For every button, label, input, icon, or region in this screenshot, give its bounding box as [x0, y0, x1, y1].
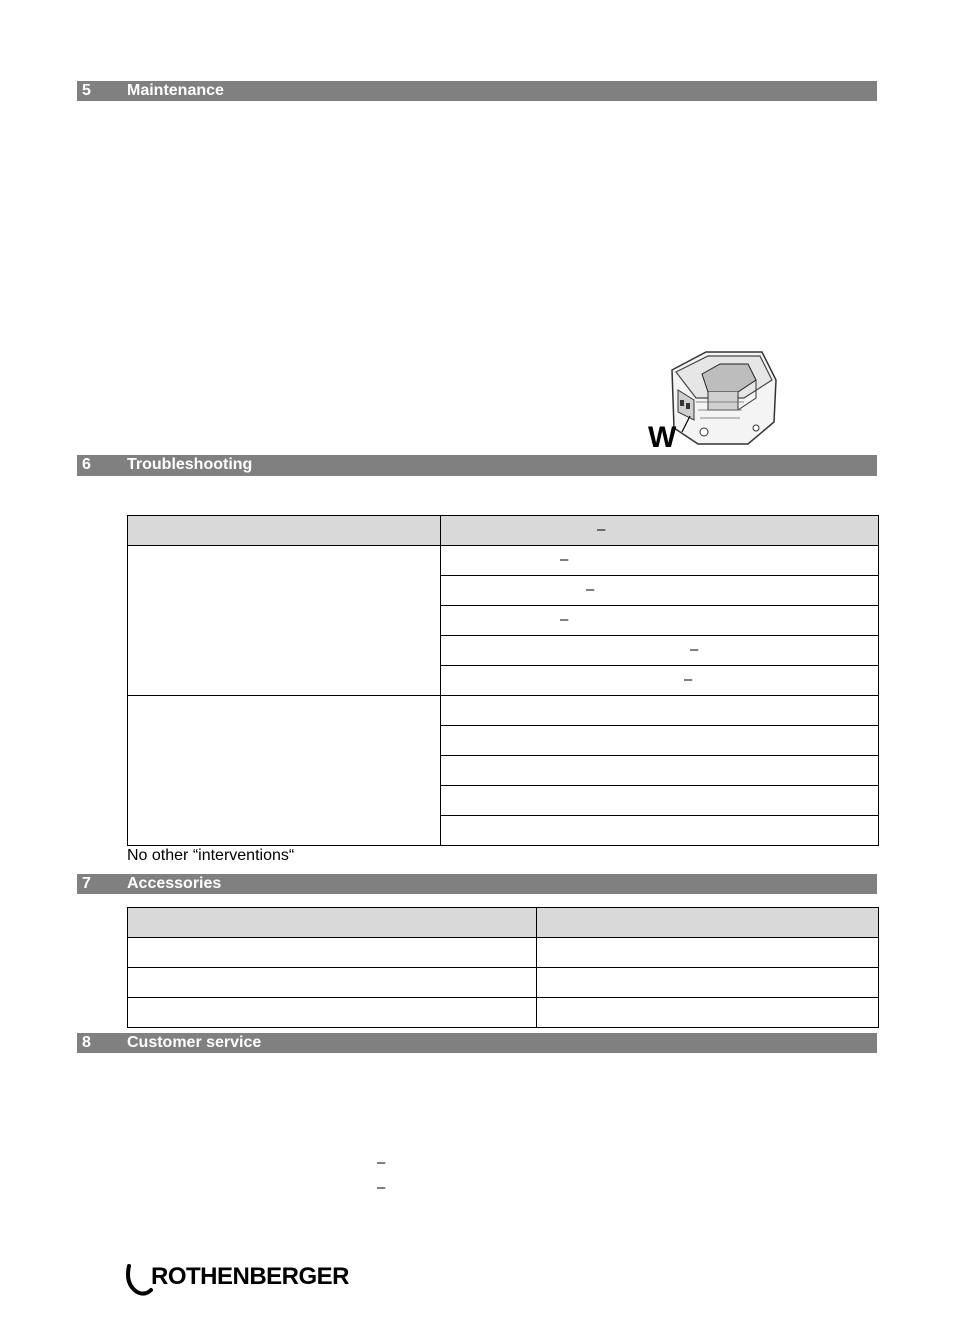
- header-cell-accessory: [128, 908, 537, 938]
- table-cell: [128, 968, 537, 998]
- remedy-cell: [441, 756, 879, 786]
- section-header-customer-service: [77, 1033, 877, 1053]
- troubleshooting-table: [127, 515, 879, 846]
- section-header-troubleshooting: [77, 455, 877, 476]
- dash-mark: –: [597, 521, 606, 538]
- table-header-row: [128, 516, 879, 546]
- section-header-accessories: [77, 874, 877, 894]
- section-number: 7: [82, 875, 91, 892]
- table-cell: [537, 938, 879, 968]
- section-title: Maintenance: [127, 82, 224, 99]
- fault-cell: [128, 696, 441, 846]
- remedy-cell: [441, 726, 879, 756]
- section-number: 5: [82, 82, 91, 99]
- dash-mark: –: [560, 551, 569, 568]
- table-row: [128, 998, 879, 1028]
- table-cell: [128, 938, 537, 968]
- remedy-cell: [441, 576, 879, 606]
- table-cell: [128, 998, 537, 1028]
- troubleshooting-note: No other “interventions“: [127, 847, 295, 864]
- remedy-cell: [441, 666, 879, 696]
- device-illustration: [644, 340, 780, 452]
- table-row: [128, 546, 879, 576]
- header-cell-remedy: [441, 516, 879, 546]
- remedy-cell: [441, 786, 879, 816]
- section-number: 6: [82, 456, 91, 473]
- section-title: Troubleshooting: [127, 456, 253, 473]
- dash-mark: –: [560, 611, 569, 628]
- remedy-cell: [441, 546, 879, 576]
- dash-mark: –: [586, 581, 595, 598]
- product-figure: [644, 340, 780, 452]
- table-cell: [537, 998, 879, 1028]
- dash-mark: –: [690, 641, 699, 658]
- section-title: Accessories: [127, 875, 222, 892]
- remedy-cell: [441, 636, 879, 666]
- section-number: 8: [82, 1034, 91, 1051]
- table-row: [128, 938, 879, 968]
- rothenberger-logo: [125, 1262, 365, 1298]
- header-cell-article-no: [537, 908, 879, 938]
- table-cell: [537, 968, 879, 998]
- dash-mark: –: [377, 1154, 386, 1171]
- section-header-maintenance: [77, 81, 877, 101]
- table-row: [128, 696, 879, 726]
- accessories-table: [127, 907, 879, 1028]
- logo-text: ROTHENBERGER: [151, 1263, 350, 1290]
- section-title: Customer service: [127, 1034, 262, 1051]
- table-header-row: [128, 908, 879, 938]
- fault-cell: [128, 546, 441, 696]
- dash-mark: –: [684, 671, 693, 688]
- remedy-cell: [441, 816, 879, 846]
- table-row: [128, 968, 879, 998]
- dash-mark: –: [377, 1179, 386, 1196]
- remedy-cell: [441, 696, 879, 726]
- remedy-cell: [441, 606, 879, 636]
- header-cell-fault: [128, 516, 441, 546]
- figure-label: W: [648, 421, 677, 452]
